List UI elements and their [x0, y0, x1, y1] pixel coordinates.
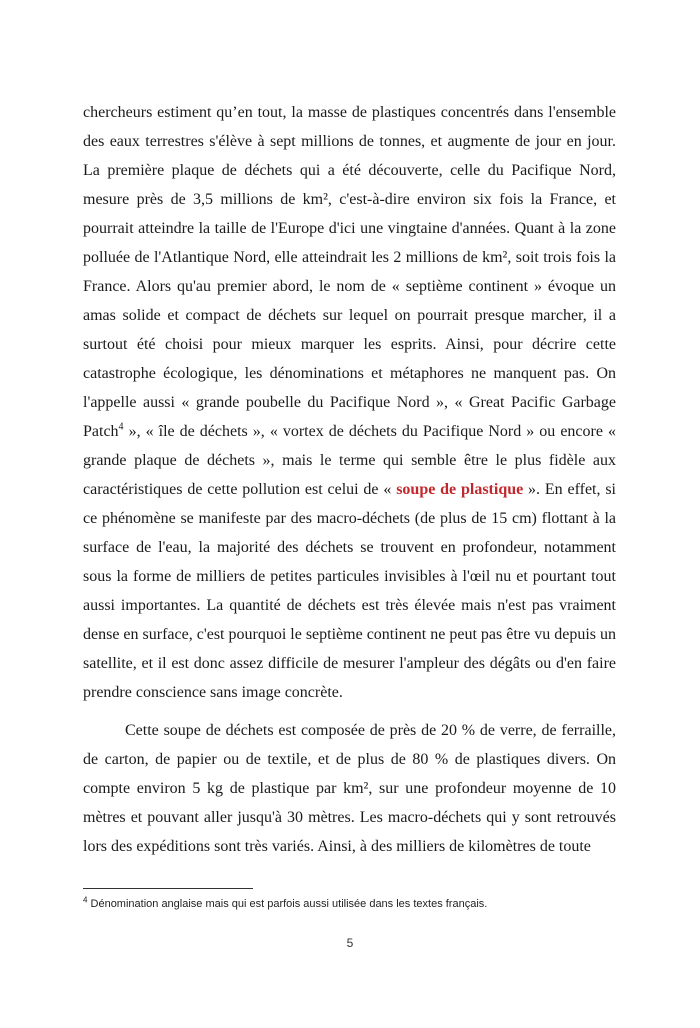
footnote-text: Dénomination anglaise mais qui est parfois aussi utilisée dans les textes français.	[87, 898, 488, 910]
body-text	[83, 98, 616, 861]
paragraph-1-seg2: », « île de déchets », « vortex de déchets du Pacifique Nord » ou encore « grande plaque de déchets », mais le terme qui semble être le plus fidèle aux caractéristiques de cette pollution est celui de «	[83, 423, 616, 498]
paragraph-1	[83, 98, 616, 707]
footnote	[83, 897, 616, 912]
footnote-number: 4	[83, 895, 88, 905]
paragraph-1-seg1: chercheurs estiment qu’en tout, la masse de plastiques concentrés dans l'ensemble des eaux terrestres s'élève à sept millions de tonnes, et augmente de jour en jour. La première plaque de déchets qui a été découverte, celle du Pacifique Nord, mesure près de 3,5 millions de km², c'est-à-dire environ six fois la France, et pourrait atteindre la taille de l'Europe d'ici une vingtaine d'années. Quant à la zone polluée de l'Atlantique Nord, elle atteindrait les 2 millions de km², soit trois fois la France. Alors qu'au premier abord, le nom de « septième continent » évoque un amas solide et compact de déchets sur lequel on pourrait presque marcher, il a surtout été choisi pour mieux marquer les esprits. Ainsi, pour décrire cette catastrophe écologique, les dénominations et métaphores ne manquent pas. On l'appelle aussi « grande poubelle du Pacifique Nord », « Great Pacific Garbage Patch	[83, 104, 616, 440]
paragraph-1-seg3: ». En effet, si ce phénomène se manifeste par des macro-déchets (de plus de 15 cm) flottant à la surface de l'eau, la majorité des déchets se trouvent en profondeur, notamment sous la forme de milliers de petites particules invisibles à l'œil nu et pourtant tout aussi importantes. La quantité de déchets est très élevée mais n'est pas vraiment dense en surface, c'est pourquoi le septième continent ne peut pas être vu depuis un satellite, et il est donc assez difficile de mesurer l'ampleur des dégâts ou d'en faire prendre conscience sans image concrète.	[83, 481, 616, 701]
footnote-divider	[83, 888, 253, 889]
highlighted-term: soupe de plastique	[396, 481, 524, 498]
footnote-reference: 4	[118, 421, 124, 433]
paragraph-2: Cette soupe de déchets est composée de près de 20 % de verre, de ferraille, de carton, de papier ou de textile, et de plus de 80 % de plastiques divers. On compte environ 5 kg de plastique par km², sur une profondeur moyenne de 10 mètres et pouvant aller jusqu'à 30 mètres. Les macro-déchets qui y sont retrouvés lors des expéditions sont très variés. Ainsi, à des milliers de kilomètres de toute	[83, 722, 616, 855]
page-number: 5	[346, 936, 354, 950]
